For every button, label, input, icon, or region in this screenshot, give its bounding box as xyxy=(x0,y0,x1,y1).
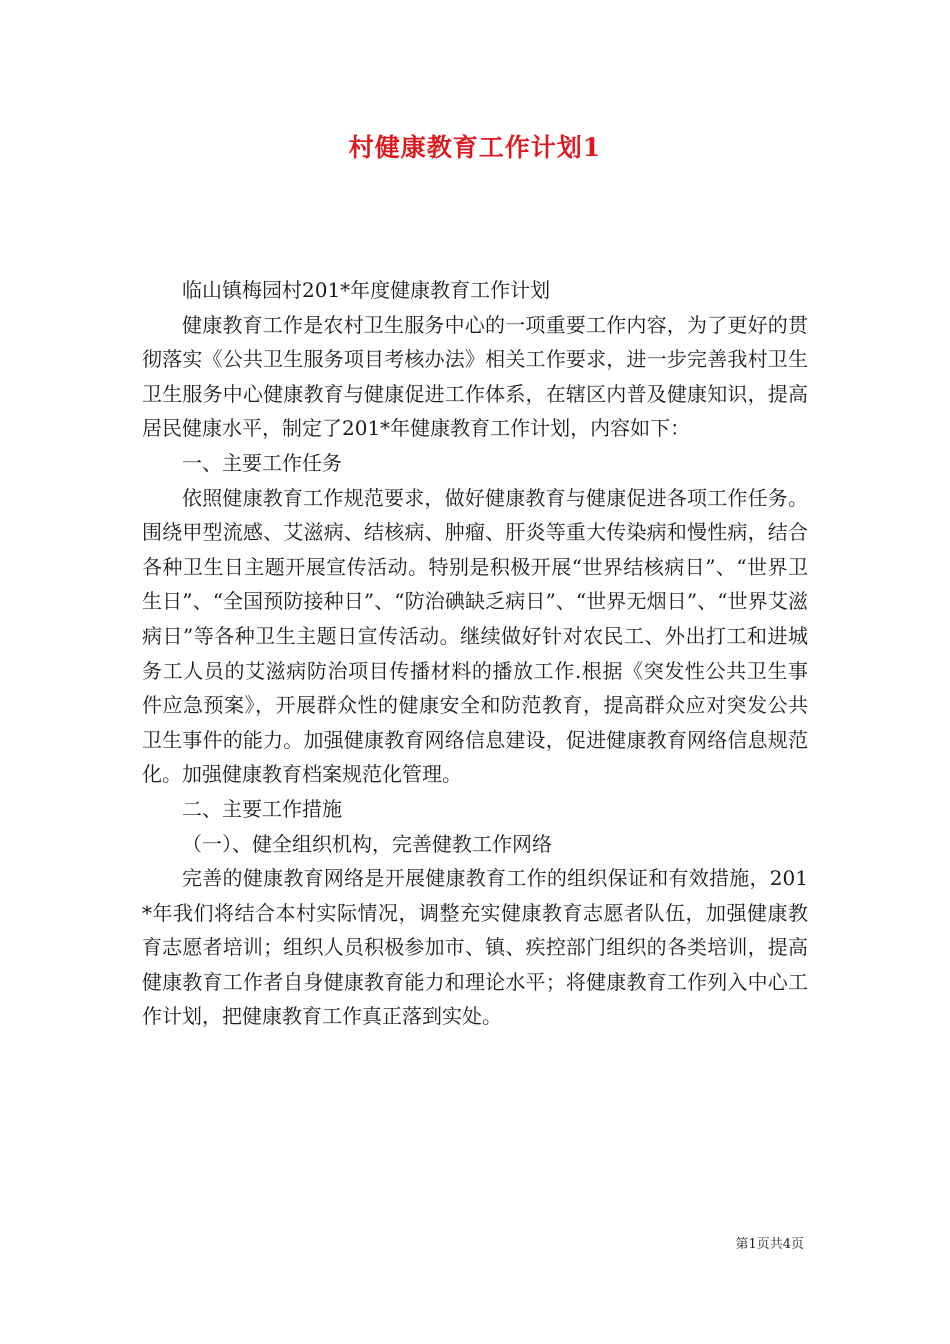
paragraph-organization: 完善的健康教育网络是开展健康教育工作的组织保证和有效措施，201*年我们将结合本村实际情况，调整充实健康教育志愿者队伍，加强健康教育志愿者培训；组织人员积极参加市、镇、疾控部门组织的各类培训，提高健康教育工作者自身健康教育能力和理论水平；将健康教育工作列入中心工作计划，把健康教育工作真正落到实处。 xyxy=(142,866,808,1029)
subsection-heading-organization: （一）、健全组织机构，完善健教工作网络 xyxy=(182,831,552,856)
document-body xyxy=(142,273,808,1034)
page-title: 村健康教育工作计划1 xyxy=(348,133,602,162)
section-heading-tasks: 一、主要工作任务 xyxy=(182,450,342,475)
page-number-footer xyxy=(735,1236,804,1254)
paragraph-intro: 健康教育工作是农村卫生服务中心的一项重要工作内容，为了更好的贯彻落实《公共卫生服务项目考核办法》相关工作要求，进一步完善我村卫生卫生服务中心健康教育与健康促进工作体系，在辖区内普及健康知识，提高居民健康水平，制定了201*年健康教育工作计划，内容如下： xyxy=(142,312,808,441)
paragraph-tasks: 依照健康教育工作规范要求，做好健康教育与健康促进各项工作任务。围绕甲型流感、艾滋病、结核病、肿瘤、肝炎等重大传染病和慢性病，结合各种卫生日主题开展宣传活动。特别是积极开展“世界结核病日”、“世界卫生日”、“全国预防接种日”、“防治碘缺乏病日”、“世界无烟日”、“世界艾滋病日”等各种卫生主题日宣传活动。继续做好针对农民工、外出打工和进城务工人员的艾滋病防治项目传播材料的播放工作.根据《突发性公共卫生事件应急预案》，开展群众性的健康安全和防范教育，提高群众应对突发公共卫生事件的能力。加强健康教育网络信息建设，促进健康教育网络信息规范化。加强健康教育档案规范化管理。 xyxy=(142,485,808,787)
section-heading-measures: 二、主要工作措施 xyxy=(182,796,342,821)
paragraph-subtitle: 临山镇梅园村201*年度健康教育工作计划 xyxy=(182,278,551,302)
page-number-label: 第1页共4页 xyxy=(735,1237,804,1252)
